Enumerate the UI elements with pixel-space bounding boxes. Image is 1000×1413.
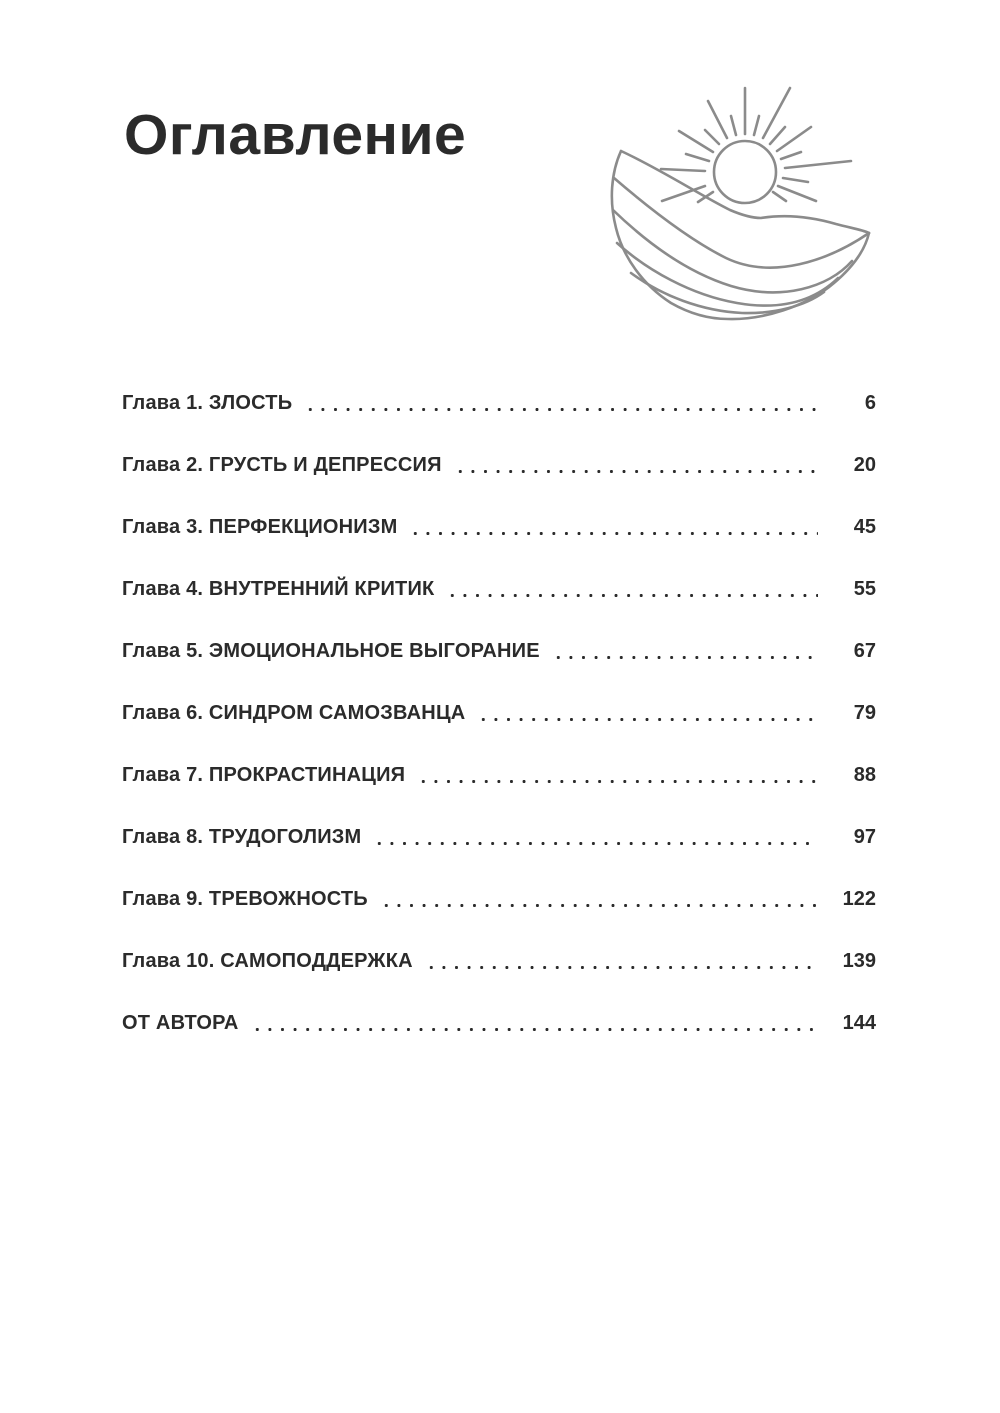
sun-over-waves-icon	[600, 60, 900, 330]
dot-leader	[446, 594, 818, 597]
dot-leader	[454, 470, 818, 473]
dot-leader	[373, 842, 818, 845]
toc-entry-page: 79	[853, 702, 876, 724]
toc-entry	[122, 514, 876, 540]
toc-list	[122, 390, 876, 1036]
toc-entry-page: 20	[853, 454, 876, 476]
dot-leader	[417, 780, 818, 783]
dot-leader	[380, 904, 818, 907]
toc-entry-page: 67	[853, 640, 876, 662]
toc-entry-label: Глава 8. ТРУДОГОЛИЗМ	[122, 826, 362, 848]
toc-entry	[122, 824, 876, 850]
dot-leader	[251, 1028, 818, 1031]
toc-entry-page: 55	[853, 578, 876, 600]
dot-leader	[425, 966, 818, 969]
dot-leader	[409, 532, 818, 535]
toc-entry-page: 6	[864, 392, 876, 414]
toc-entry-label: ОТ АВТОРА	[122, 1012, 239, 1034]
dot-leader	[552, 656, 818, 659]
toc-entry-label: Глава 1. ЗЛОСТЬ	[122, 392, 293, 414]
toc-entry-label: Глава 7. ПРОКРАСТИНАЦИЯ	[122, 764, 406, 786]
toc-entry	[122, 762, 876, 788]
toc-entry-page: 122	[842, 888, 876, 910]
toc-entry-page: 139	[842, 950, 876, 972]
toc-entry	[122, 948, 876, 974]
toc-entry	[122, 390, 876, 416]
toc-entry-label: Глава 9. ТРЕВОЖНОСТЬ	[122, 888, 368, 910]
toc-entry-label: Глава 3. ПЕРФЕКЦИОНИЗМ	[122, 516, 398, 538]
toc-entry	[122, 700, 876, 726]
toc-entry-label: Глава 6. СИНДРОМ САМОЗВАНЦА	[122, 702, 466, 724]
toc-entry-page: 88	[853, 764, 876, 786]
toc-entry	[122, 886, 876, 912]
dot-leader	[304, 408, 818, 411]
toc-entry-page: 45	[853, 516, 876, 538]
toc-entry-page: 144	[842, 1012, 876, 1034]
toc-entry	[122, 576, 876, 602]
toc-entry-label: Глава 10. САМОПОДДЕРЖКА	[122, 950, 413, 972]
toc-entry-label: Глава 4. ВНУТРЕННИЙ КРИТИК	[122, 578, 435, 600]
toc-entry	[122, 452, 876, 478]
toc-entry-label: Глава 5. ЭМОЦИОНАЛЬНОЕ ВЫГОРАНИЕ	[122, 640, 540, 662]
toc-entry	[122, 638, 876, 664]
sun-over-waves-illustration	[600, 60, 900, 330]
toc-entry-page: 97	[853, 826, 876, 848]
dot-leader	[477, 718, 818, 721]
toc-entry	[122, 1010, 876, 1036]
toc-entry-label: Глава 2. ГРУСТЬ И ДЕПРЕССИЯ	[122, 454, 442, 476]
page-title: Оглавление	[124, 103, 467, 167]
